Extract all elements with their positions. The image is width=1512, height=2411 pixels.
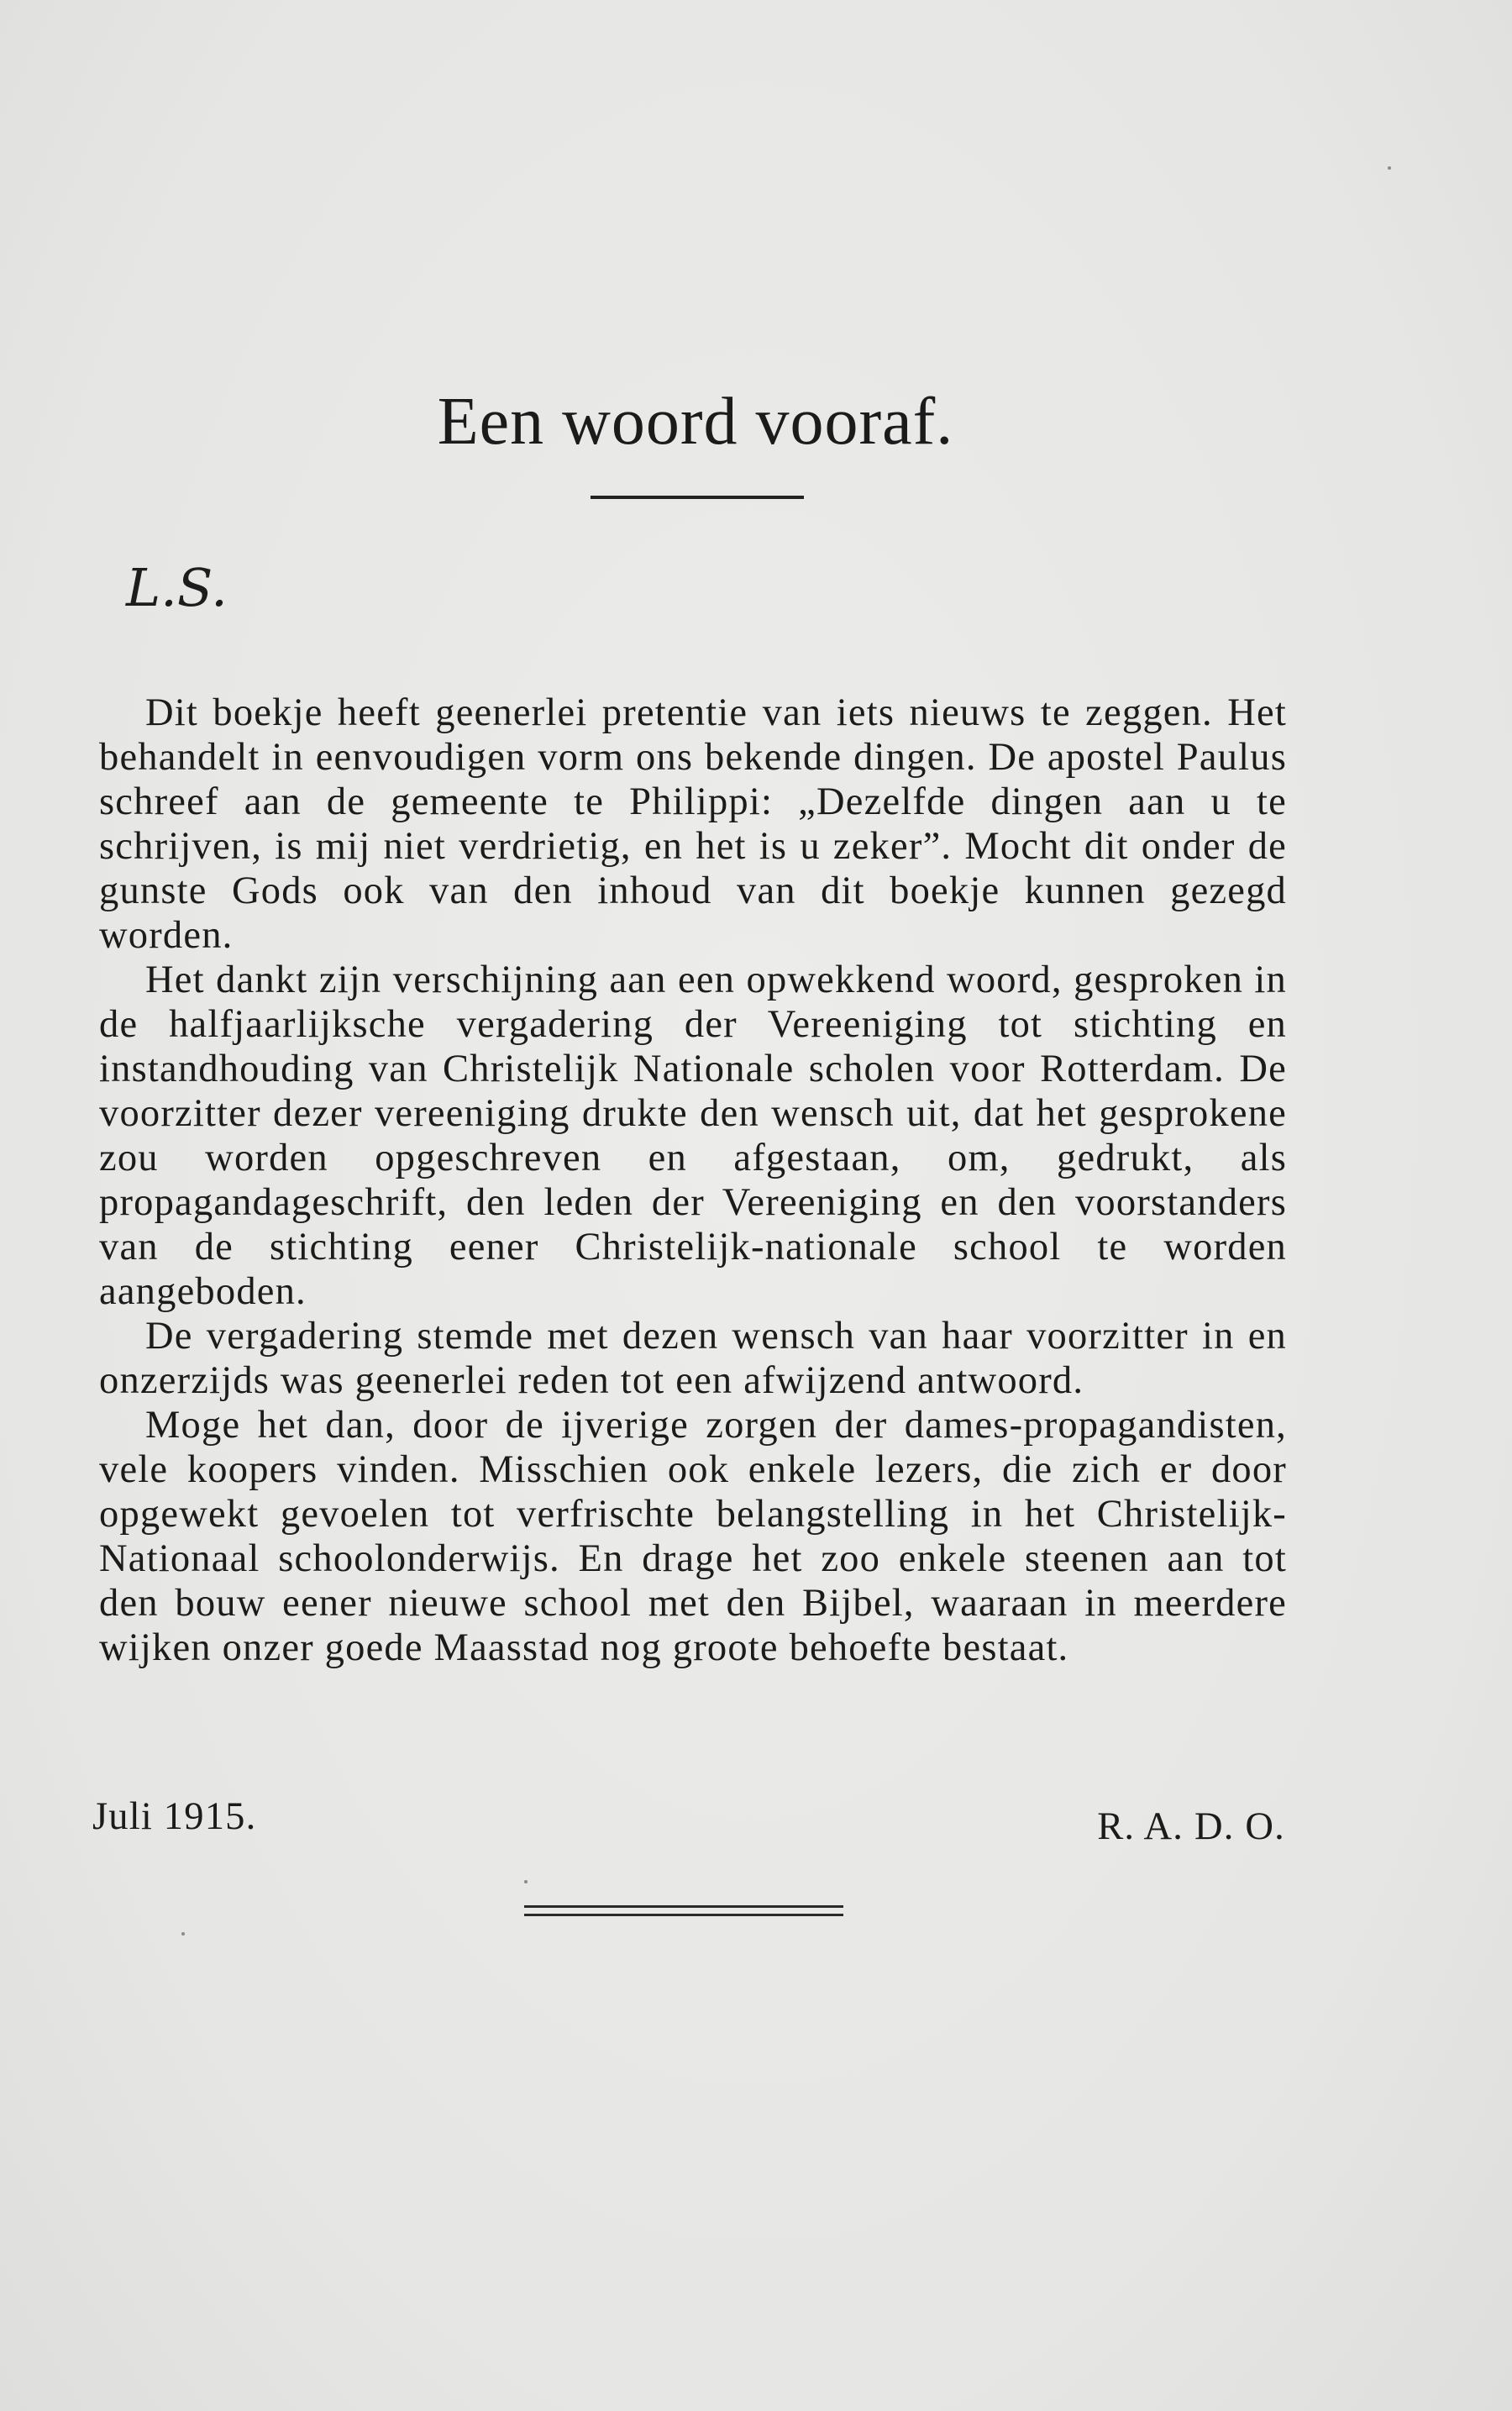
title-rule bbox=[591, 496, 804, 499]
paragraph-2: Het dankt zijn verschijning aan een opwekkend woord, gesproken in de halfjaarlijksche vergadering der Vereeniging tot stichting en instandhouding van Christelijk Nationale scholen voor Rotterdam. De voorzitter dezer vereeniging drukte den wensch uit, dat het gesprokene zou worden opgeschreven en afgestaan, om, gedrukt, als propagandageschrift, den leden der Vereeniging en den voorstanders van de stichting eener Christelijk-nationale school te worden aangeboden. bbox=[99, 959, 1287, 1313]
salutation: L.S. bbox=[126, 557, 228, 618]
paper-speck bbox=[181, 1932, 185, 1936]
paper-speck bbox=[1388, 166, 1391, 170]
foreword-body bbox=[99, 691, 1287, 1670]
date-line: Juli 1915. bbox=[92, 1795, 257, 1838]
end-double-rule bbox=[524, 1905, 843, 1919]
end-rule-line bbox=[524, 1914, 843, 1916]
paragraph-4: Moge het dan, door de ijverige zorgen der dames-propagandisten, vele koopers vinden. Misschien ook enkele lezers, die zich er door opgewekt gevoelen tot verfrischte belangstelling in het Christelijk-Nationaal schoolonderwijs. En drage het zoo enkele steenen aan tot den bouw eener nieuwe school met den Bijbel, waaraan in meerdere wijken onzer goede Maasstad nog groote behoefte bestaat. bbox=[99, 1404, 1287, 1669]
paragraph-3: De vergadering stemde met dezen wensch van haar voorzitter in en onzerzijds was geenerlei reden tot een afwijzend antwoord. bbox=[99, 1315, 1287, 1402]
paragraph-1: Dit boekje heeft geenerlei pretentie van iets nieuws te zeggen. Het behandelt in eenvoudigen vorm ons bekende dingen. De apostel Paulus schreef aan de gemeente te Philippi: „Dezelfde dingen aan u te schrijven, is mij niet verdrietig, en het is u zeker”. Mocht dit onder de gunste Gods ook van den inhoud van dit boekje kunnen gezegd worden. bbox=[99, 691, 1287, 957]
page-title: Een woord vooraf. bbox=[437, 385, 954, 459]
end-rule-line bbox=[524, 1905, 843, 1908]
author-initials: R. A. D. O. bbox=[1097, 1805, 1285, 1848]
paper-speck bbox=[524, 1880, 528, 1883]
